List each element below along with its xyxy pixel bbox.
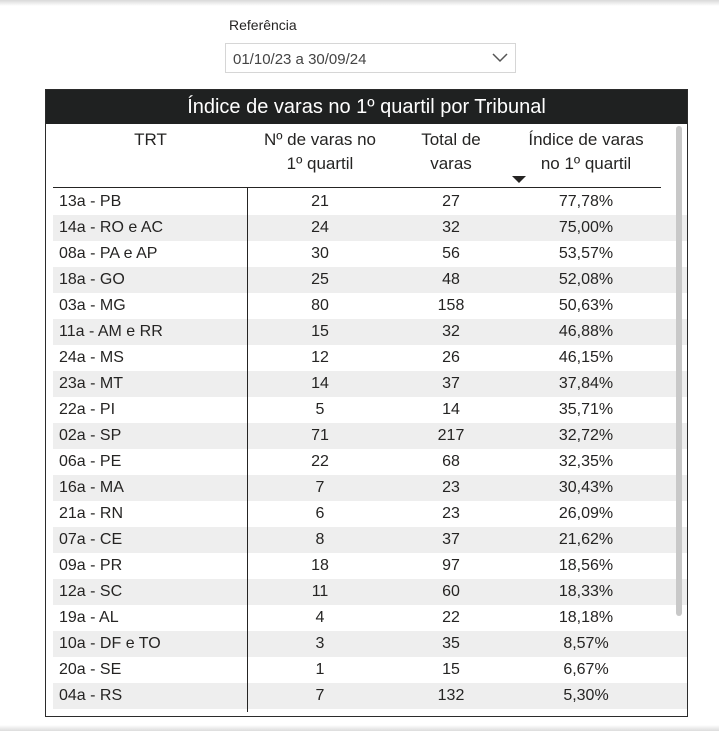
cell-indice: 26,09% bbox=[558, 505, 614, 522]
cell-trt: 19a - AL bbox=[59, 609, 119, 626]
table-row[interactable] bbox=[53, 215, 688, 241]
cell-indice: 18,56% bbox=[558, 557, 614, 574]
cell-num-varas: 24 bbox=[311, 219, 329, 236]
column-header-trt-line: TRT bbox=[134, 130, 167, 149]
cell-total-varas: 35 bbox=[442, 635, 460, 652]
column-header-tot-line1: Total de bbox=[421, 130, 481, 149]
column-header-idx-line2: no 1º quartil bbox=[540, 154, 632, 173]
cell-trt: 16a - MA bbox=[59, 479, 124, 496]
reference-period-dropdown[interactable] bbox=[225, 43, 516, 73]
table-row[interactable] bbox=[53, 371, 688, 397]
cell-num-varas: 22 bbox=[311, 453, 329, 470]
column-divider bbox=[247, 188, 248, 712]
table-row[interactable] bbox=[53, 345, 688, 371]
table-row[interactable] bbox=[53, 449, 688, 475]
cell-num-varas: 14 bbox=[311, 375, 329, 392]
cell-total-varas: 14 bbox=[442, 401, 460, 418]
cell-total-varas: 23 bbox=[442, 505, 460, 522]
table-row[interactable] bbox=[53, 501, 688, 527]
cell-indice: 77,78% bbox=[558, 193, 614, 210]
cell-total-varas: 15 bbox=[442, 661, 460, 678]
sort-descending-icon bbox=[512, 176, 526, 184]
slicer-selected-value: 01/10/23 a 30/09/24 bbox=[233, 51, 367, 68]
cell-total-varas: 97 bbox=[442, 557, 460, 574]
cell-total-varas: 48 bbox=[442, 271, 460, 288]
cell-num-varas: 18 bbox=[311, 557, 329, 574]
cell-indice: 21,62% bbox=[558, 531, 614, 548]
cell-indice: 18,18% bbox=[558, 609, 614, 626]
cell-num-varas: 6 bbox=[315, 505, 325, 522]
cell-total-varas: 32 bbox=[442, 219, 460, 236]
table-row[interactable] bbox=[53, 657, 688, 683]
cell-num-varas: 30 bbox=[311, 245, 329, 262]
cell-num-varas: 4 bbox=[315, 609, 325, 626]
vertical-scrollbar[interactable] bbox=[676, 126, 682, 616]
cell-trt: 20a - SE bbox=[59, 661, 122, 678]
top-edge-shadow bbox=[0, 0, 719, 6]
cell-total-varas: 56 bbox=[442, 245, 460, 262]
cell-num-varas: 7 bbox=[315, 479, 325, 496]
cell-trt: 13a - PB bbox=[59, 193, 122, 210]
cell-trt: 24a - MS bbox=[59, 349, 124, 366]
table-row[interactable] bbox=[53, 579, 688, 605]
cell-trt: 14a - RO e AC bbox=[59, 219, 164, 236]
table-row[interactable] bbox=[53, 241, 688, 267]
cell-num-varas: 7 bbox=[315, 687, 325, 704]
cell-trt: 09a - PR bbox=[59, 557, 123, 574]
cell-trt: 21a - RN bbox=[59, 505, 124, 522]
cell-total-varas: 37 bbox=[442, 375, 460, 392]
table-title: Índice de varas no 1º quartil por Tribunal bbox=[46, 90, 687, 124]
cell-total-varas: 26 bbox=[442, 349, 460, 366]
column-header-tot-line2: varas bbox=[430, 154, 472, 173]
table-row[interactable] bbox=[53, 475, 688, 501]
cell-total-varas: 217 bbox=[437, 427, 465, 444]
table-body bbox=[53, 189, 688, 709]
cell-indice: 53,57% bbox=[558, 245, 614, 262]
column-header-num-line1: Nº de varas no bbox=[263, 130, 377, 149]
cell-indice: 32,72% bbox=[558, 427, 614, 444]
table-row[interactable] bbox=[53, 631, 688, 657]
cell-indice: 75,00% bbox=[558, 219, 614, 236]
cell-indice: 8,57% bbox=[563, 635, 609, 652]
cell-trt: 12a - SC bbox=[59, 583, 123, 600]
cell-indice: 5,30% bbox=[563, 687, 609, 704]
cell-indice: 46,88% bbox=[558, 323, 614, 340]
cell-trt: 23a - MT bbox=[59, 375, 124, 392]
column-header-idx-line1: Índice de varas bbox=[528, 130, 644, 149]
table-row[interactable] bbox=[53, 397, 688, 423]
bottom-edge-shadow bbox=[0, 725, 719, 731]
cell-trt: 10a - DF e TO bbox=[59, 635, 161, 652]
cell-total-varas: 68 bbox=[442, 453, 460, 470]
column-header-num-varas[interactable] bbox=[249, 128, 391, 176]
cell-total-varas: 27 bbox=[442, 193, 460, 210]
cell-num-varas: 11 bbox=[311, 583, 329, 600]
table-row[interactable] bbox=[53, 553, 688, 579]
cell-num-varas: 3 bbox=[315, 635, 325, 652]
cell-trt: 18a - GO bbox=[59, 271, 125, 288]
cell-num-varas: 71 bbox=[311, 427, 329, 444]
table-row[interactable] bbox=[53, 423, 688, 449]
cell-num-varas: 21 bbox=[311, 193, 329, 210]
cell-num-varas: 80 bbox=[311, 297, 329, 314]
table-row[interactable] bbox=[53, 189, 688, 215]
cell-num-varas: 8 bbox=[315, 531, 325, 548]
cell-trt: 08a - PA e AP bbox=[59, 245, 158, 262]
cell-total-varas: 37 bbox=[442, 531, 460, 548]
cell-total-varas: 158 bbox=[437, 297, 465, 314]
table-row[interactable] bbox=[53, 267, 688, 293]
cell-indice: 18,33% bbox=[558, 583, 614, 600]
cell-num-varas: 25 bbox=[311, 271, 329, 288]
table-row[interactable] bbox=[53, 605, 688, 631]
cell-trt: 22a - PI bbox=[59, 401, 116, 418]
cell-indice: 35,71% bbox=[558, 401, 614, 418]
cell-total-varas: 32 bbox=[442, 323, 460, 340]
cell-indice: 32,35% bbox=[558, 453, 614, 470]
cell-trt: 04a - RS bbox=[59, 687, 123, 704]
cell-num-varas: 12 bbox=[311, 349, 329, 366]
cell-indice: 46,15% bbox=[558, 349, 614, 366]
table-row[interactable] bbox=[53, 293, 688, 319]
cell-num-varas: 1 bbox=[315, 661, 325, 678]
column-header-num-line2: 1º quartil bbox=[286, 154, 354, 173]
cell-indice: 50,63% bbox=[558, 297, 614, 314]
cell-trt: 06a - PE bbox=[59, 453, 122, 470]
cell-total-varas: 22 bbox=[442, 609, 460, 626]
cell-total-varas: 132 bbox=[437, 687, 465, 704]
header-divider bbox=[53, 187, 661, 188]
cell-indice: 52,08% bbox=[558, 271, 614, 288]
table-row[interactable] bbox=[53, 527, 688, 553]
cell-indice: 6,67% bbox=[563, 661, 609, 678]
table-row[interactable] bbox=[53, 319, 688, 345]
column-header-total-varas[interactable] bbox=[391, 128, 511, 176]
cell-total-varas: 60 bbox=[442, 583, 460, 600]
cell-num-varas: 5 bbox=[315, 401, 325, 418]
chevron-down-icon[interactable] bbox=[492, 51, 508, 63]
table-row[interactable] bbox=[53, 683, 688, 709]
tribunal-table-visual bbox=[45, 89, 688, 717]
cell-indice: 30,43% bbox=[558, 479, 614, 496]
cell-trt: 02a - SP bbox=[59, 427, 122, 444]
slicer-label: Referência bbox=[229, 17, 297, 33]
cell-indice: 37,84% bbox=[558, 375, 614, 392]
column-header-trt[interactable] bbox=[53, 128, 248, 152]
cell-trt: 07a - CE bbox=[59, 531, 123, 548]
cell-total-varas: 23 bbox=[442, 479, 460, 496]
cell-trt: 11a - AM e RR bbox=[59, 323, 163, 340]
column-header-indice[interactable] bbox=[511, 128, 661, 176]
cell-trt: 03a - MG bbox=[59, 297, 126, 314]
cell-num-varas: 15 bbox=[311, 323, 329, 340]
